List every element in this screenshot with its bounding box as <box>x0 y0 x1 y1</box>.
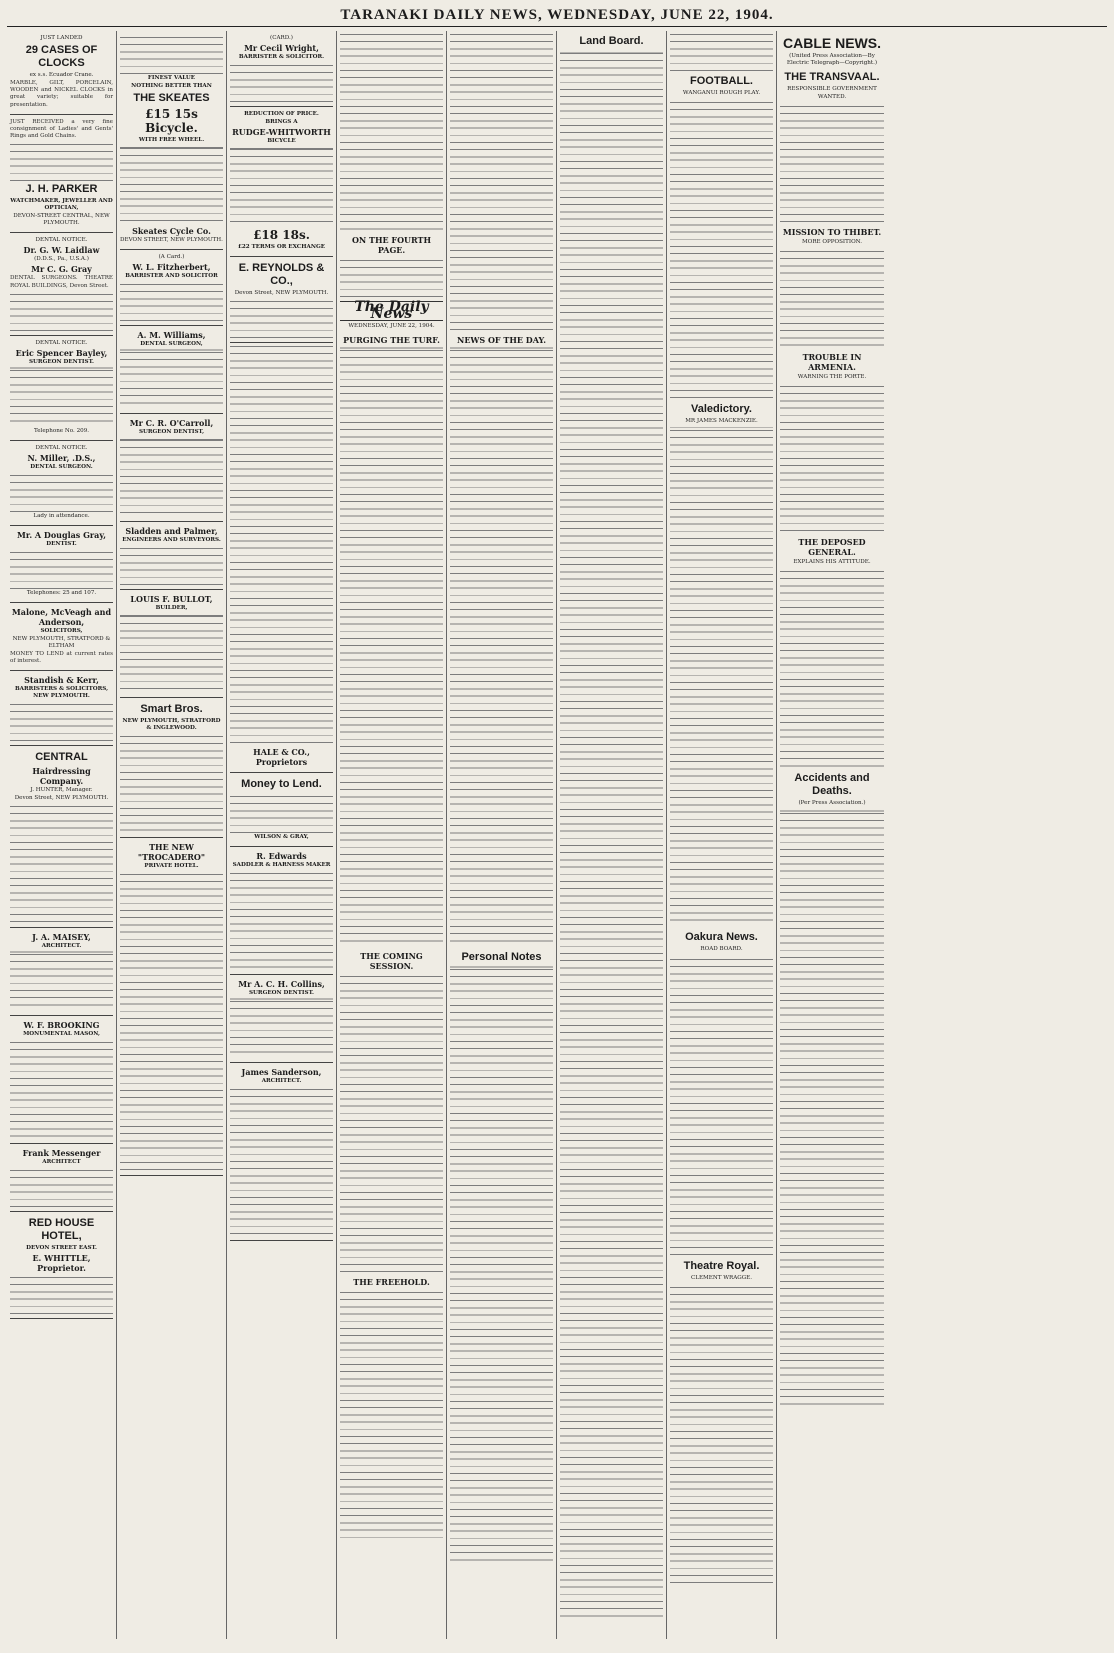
hale-name: HALE & CO., Proprietors <box>253 747 310 767</box>
brooking-text <box>10 1039 113 1139</box>
clocks-line-2: 29 CASES OF CLOCKS <box>25 44 98 69</box>
cycles-address: DEVON STREET, NEW PLYMOUTH. <box>120 237 223 243</box>
deposed-text <box>780 568 884 768</box>
valedictory-text <box>670 427 773 927</box>
cable-title: CABLE NEWS. <box>783 35 881 51</box>
transvaal-title: THE TRANSVAAL. <box>784 71 880 84</box>
ocarroll-ad <box>120 414 223 522</box>
messenger-name: Frank Messenger <box>22 1148 101 1159</box>
collins-ad <box>230 975 333 1063</box>
leader-title: PURGING THE TURF. <box>343 334 440 345</box>
fitzherbert-text <box>120 281 223 321</box>
oakura-title: Oakura News. <box>685 931 758 944</box>
rudge-brings: BRINGS A <box>265 119 298 125</box>
leader-text <box>340 347 443 947</box>
malone-sub: SOLICITORS, <box>40 627 83 634</box>
transvaal-text <box>780 103 884 223</box>
daily-news-logo: The Daily News <box>340 301 443 321</box>
smart-sub: NEW PLYMOUTH, STRATFORD & INGLEWOOD. <box>122 718 221 731</box>
session-text <box>340 973 443 1273</box>
land-board-text <box>560 50 663 1620</box>
parker-ad <box>10 115 113 234</box>
wright-label: (CARD.) <box>270 35 293 41</box>
oakura-sub: ROAD BOARD. <box>700 946 743 953</box>
smart-name: Smart Bros. <box>140 703 203 715</box>
brooking-ad <box>10 1016 113 1144</box>
douglas-name: Mr. A Douglas Gray, <box>17 529 106 540</box>
fourth-page-text <box>340 257 443 297</box>
bullot-ad <box>120 590 223 698</box>
maisey-name: J. A. MAISEY, <box>32 932 91 943</box>
sladden-text <box>120 545 223 585</box>
deposed-title: THE DEPOSED GENERAL. <box>798 537 866 558</box>
messenger-ad <box>10 1144 113 1212</box>
valedictory-sub: MR JAMES MACKENZIE. <box>685 418 758 425</box>
armenia-sub: WARNING THE PORTE. <box>797 374 867 381</box>
collins-name: Mr A. C. H. Collins, <box>238 979 325 989</box>
hotel-name: RED HOUSE HOTEL, <box>28 1217 95 1243</box>
central-text <box>10 803 113 923</box>
reynolds-text <box>230 298 333 338</box>
trocadero-sub: PRIVATE HOTEL. <box>144 863 199 869</box>
wright-text <box>230 62 333 102</box>
sladden-sub: ENGINEERS AND SURVEYORS. <box>122 537 221 543</box>
edwards-text <box>230 870 333 970</box>
edwards-sub: SADDLER & HARNESS MAKER <box>232 862 331 868</box>
laidlaw-head: DENTAL NOTICE. <box>35 237 88 244</box>
oakura-text <box>670 956 773 1256</box>
theatre-text <box>670 1284 773 1584</box>
accidents-sub: (Per Press Association.) <box>798 800 866 807</box>
column-6 <box>557 31 667 1639</box>
bullot-sub: BUILDER, <box>155 605 188 611</box>
brooking-name: W. F. BROOKING <box>23 1020 100 1031</box>
parker-address: DEVON-STREET CENTRAL, NEW PLYMOUTH. <box>13 213 110 227</box>
malone-ad <box>10 603 113 671</box>
news-title: NEWS OF THE DAY. <box>457 335 546 345</box>
armenia-text <box>780 383 884 533</box>
rudge-top: REDUCTION OF PRICE. <box>244 111 319 117</box>
hale-ad <box>230 743 333 773</box>
wright-name: Mr Cecil Wright, <box>244 43 319 53</box>
money-text <box>230 793 333 833</box>
sladden-name: Sladden and Palmer, <box>125 526 218 536</box>
theatre-sub: CLEMENT WRAGGE. <box>690 1274 753 1281</box>
bayley-telephone: Telephone No. 209. <box>33 427 90 434</box>
dateline: WEDNESDAY, JUNE 22, 1904. <box>348 323 435 330</box>
freehold-title: THE FREEHOLD. <box>353 1276 430 1287</box>
skeates-body: WITH FREE WHEEL. <box>138 137 205 143</box>
freehold-text <box>340 1289 443 1539</box>
laidlaw-name: Dr. G. W. Laidlaw <box>23 245 100 256</box>
standish-name: Standish & Kerr, <box>24 675 99 686</box>
malone-place: NEW PLYMOUTH, STRATFORD & ELTHAM <box>12 635 111 649</box>
tibet-sub: MORE OPPOSITION. <box>802 238 862 245</box>
rudge-price: £18 18s. <box>253 228 310 242</box>
theatre-title: Theatre Royal. <box>683 1259 760 1272</box>
sanderson-sub: ARCHITECT. <box>261 1078 302 1084</box>
bayley-head: DENTAL NOTICE. <box>35 339 88 346</box>
brooking-sub: MONUMENTAL MASON, <box>23 1031 100 1038</box>
central-name: CENTRAL <box>35 751 88 764</box>
trocadero-text <box>120 871 223 1171</box>
clocks-line-3: ex s.s. Ecuador Crane. <box>29 72 94 78</box>
central-ad <box>10 746 113 928</box>
parker-trade: WATCHMAKER, JEWELLER AND OPTICIAN, <box>10 198 113 212</box>
cycles-name: Skeates Cycle Co. <box>132 226 211 236</box>
collins-sub: SURGEON DENTIST. <box>249 990 314 996</box>
bullot-text <box>120 613 223 693</box>
accidents-title: Accidents and Deaths. <box>794 772 870 798</box>
sladden-ad <box>120 522 223 590</box>
armenia-title: TROUBLE IN ARMENIA. <box>802 352 862 373</box>
gray-body: DENTAL SURGEONS. THEATRE ROYAL BUILDINGS, Devon Street. <box>10 275 113 289</box>
skeates-ad <box>120 31 223 250</box>
standish-sub: BARRISTERS & SOLICITORS, NEW PLYMOUTH. <box>14 686 109 700</box>
rudge-bicycle: BICYCLE <box>267 138 296 144</box>
column-8 <box>777 31 887 1639</box>
money-ad <box>230 773 333 847</box>
williams-text <box>120 349 223 409</box>
hotel-ad <box>10 1212 113 1319</box>
clocks-body: MARBLE, GILT, PORCELAIN, WOODEN and NICKEL CLOCKS in great variety; suitable for presentation. <box>10 80 113 108</box>
sanderson-ad <box>230 1063 333 1241</box>
money-sub: WILSON & GRAY, <box>254 834 309 840</box>
bayley-text <box>10 367 113 427</box>
football-sub: WANGANUI ROUGH PLAY. <box>682 90 761 96</box>
maisey-text <box>10 951 113 1011</box>
deposed-sub: EXPLAINS HIS ATTITUDE. <box>793 559 871 566</box>
laidlaw-ad <box>10 233 113 335</box>
column-3-article <box>230 343 333 743</box>
notes-title: Personal Notes <box>461 951 542 963</box>
land-board-title: Land Board. <box>579 35 644 47</box>
messenger-text <box>10 1167 113 1207</box>
central-manager: J. HUNTER, Manager. <box>30 787 93 794</box>
column-4-top-text <box>340 31 443 231</box>
ocarroll-text <box>120 437 223 517</box>
ocarroll-sub: SURGEON DENTIST, <box>138 429 205 435</box>
session-title: THE COMING SESSION. <box>360 950 423 971</box>
edwards-name: R. Edwards <box>256 851 307 861</box>
column-1 <box>7 31 117 1639</box>
miller-sub: DENTAL SURGEON. <box>30 463 93 470</box>
gray-text <box>10 291 113 331</box>
williams-ad <box>120 326 223 414</box>
parker-name: J. H. PARKER <box>25 183 98 196</box>
hotel-prop: E. WHITTLE, Proprietor. <box>32 1253 91 1274</box>
column-3 <box>227 31 337 1639</box>
rudge-title: RUDGE-WHITWORTH <box>232 127 331 137</box>
williams-name: A. M. Williams, <box>137 330 206 340</box>
miller-note: Lady in attendance. <box>33 512 90 519</box>
bayley-ad <box>10 336 113 441</box>
columns <box>7 31 1107 1639</box>
rudge-text <box>230 146 333 226</box>
bullot-name: LOUIS F. BULLOT, <box>130 594 213 604</box>
edwards-ad <box>230 847 333 975</box>
douglas-sub: DENTIST. <box>46 540 77 547</box>
football-title: FOOTBALL. <box>690 75 753 87</box>
douglas-ad <box>10 526 113 603</box>
laidlaw-sub: (D.D.S., Pa., U.S.A.) <box>34 256 89 263</box>
parker-text <box>10 141 113 181</box>
malone-name: Malone, McVeagh and Anderson, <box>11 606 112 627</box>
fitzherbert-ad <box>120 250 223 326</box>
column-4 <box>337 31 447 1639</box>
hotel-address: DEVON STREET EAST. <box>26 1245 97 1252</box>
masthead-title: TARANAKI DAILY NEWS, WEDNESDAY, JUNE 22, 1904. <box>7 4 1107 27</box>
column-5 <box>447 31 557 1639</box>
sanderson-name: James Sanderson, <box>241 1067 322 1077</box>
smart-text <box>120 733 223 833</box>
rudge-terms: £22 TERMS OR EXCHANGE <box>237 244 326 250</box>
newspaper-page <box>7 4 1107 1644</box>
standish-ad <box>10 671 113 746</box>
fitzherbert-label: (A Card.) <box>158 254 185 260</box>
standish-text <box>10 701 113 741</box>
douglas-telephone: Telephones: 25 and 107. <box>26 589 97 596</box>
maisey-sub: ARCHITECT. <box>41 943 82 950</box>
column-2 <box>117 31 227 1639</box>
hotel-text <box>10 1274 113 1314</box>
column-7-top-text <box>670 31 773 71</box>
news-text <box>450 347 553 947</box>
clocks-line-1: JUST LANDED <box>40 35 83 41</box>
collins-text <box>230 998 333 1058</box>
fourth-page-heading: ON THE FOURTH PAGE. <box>351 235 432 255</box>
central-sub: Hairdressing Company. <box>32 766 91 787</box>
maisey-ad <box>10 928 113 1016</box>
messenger-sub: ARCHITECT <box>42 1159 81 1166</box>
reynolds-name: E. REYNOLDS & CO., <box>238 262 325 287</box>
column-5-top-text <box>450 31 553 331</box>
miller-head: DENTAL NOTICE. <box>35 444 88 451</box>
notes-text <box>450 966 553 1566</box>
tibet-text <box>780 248 884 348</box>
wright-ad <box>230 31 333 107</box>
miller-name: N. Miller, .D.S., <box>27 452 96 463</box>
skeates-title: THE SKEATES <box>133 92 210 104</box>
central-address: Devon Street, NEW PLYMOUTH. <box>14 795 109 802</box>
accidents-text <box>780 810 884 1410</box>
parker-lead: JUST RECEIVED a very fine consignment of Ladies' and Gents' Rings and Gold Chains. <box>10 118 113 140</box>
williams-sub: DENTAL SURGEON, <box>140 341 203 347</box>
skeates-top-2: NOTHING BETTER THAN <box>131 83 212 89</box>
sanderson-text <box>230 1086 333 1236</box>
reynolds-ad <box>230 257 333 343</box>
skeates-top-text <box>120 34 223 74</box>
trocadero-name: THE NEW "TROCADERO" <box>137 842 206 862</box>
wright-sub: BARRISTER & SOLICITOR. <box>238 54 325 60</box>
skeates-top: FINEST VALUE <box>147 75 196 81</box>
skeates-text <box>120 145 223 225</box>
cable-sub: (United Press Association—By Electric Telegraph—Copyright.) <box>786 53 878 67</box>
money-name: Money to Lend. <box>241 778 322 790</box>
clocks-ad <box>10 31 113 115</box>
tibet-title: MISSION TO THIBET. <box>782 226 882 237</box>
ocarroll-name: Mr C. R. O'Carroll, <box>129 418 214 428</box>
fitzherbert-name: W. L. Fitzherbert, <box>132 262 211 272</box>
miller-text <box>10 472 113 512</box>
miller-ad <box>10 441 113 526</box>
football-text <box>670 99 773 399</box>
bayley-sub: SURGEON DENTIST. <box>29 358 94 365</box>
bayley-name: Eric Spencer Bayley, <box>15 347 108 358</box>
malone-body: MONEY TO LEND at current rates of interest. <box>10 650 113 665</box>
fitzherbert-sub: BARRISTER AND SOLICITOR <box>125 273 218 279</box>
trocadero-ad <box>120 838 223 1176</box>
douglas-text <box>10 549 113 589</box>
transvaal-sub: RESPONSIBLE GOVERNMENT WANTED. <box>787 86 877 100</box>
smart-ad <box>120 698 223 838</box>
rudge-ad <box>230 107 333 257</box>
gray-name: Mr C. G. Gray <box>31 264 92 275</box>
valedictory-title: Valedictory. <box>691 403 752 416</box>
column-7 <box>667 31 777 1639</box>
reynolds-address: Devon Street, NEW PLYMOUTH. <box>234 290 329 296</box>
skeates-price: £15 15s Bicycle. <box>145 107 198 135</box>
